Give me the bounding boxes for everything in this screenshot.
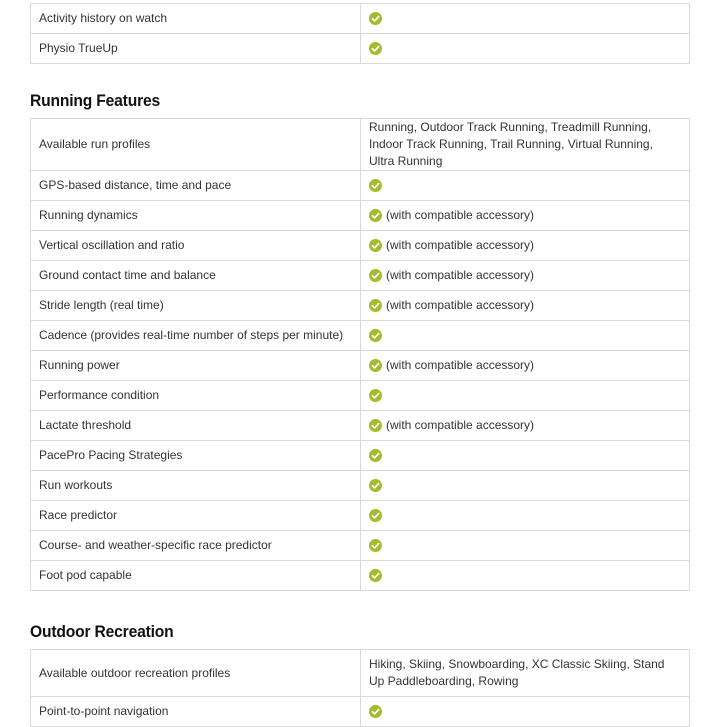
feature-value-content bbox=[369, 329, 681, 342]
table-row bbox=[31, 291, 690, 321]
feature-value bbox=[361, 471, 690, 501]
check-circle-icon bbox=[369, 389, 382, 402]
check-circle-icon bbox=[369, 299, 382, 312]
feature-label: Stride length (real time) bbox=[31, 291, 361, 321]
table-row bbox=[31, 119, 690, 171]
table-row bbox=[31, 441, 690, 471]
feature-value bbox=[361, 321, 690, 351]
feature-value bbox=[361, 531, 690, 561]
feature-value bbox=[361, 291, 690, 321]
table-row bbox=[31, 471, 690, 501]
feature-label: Activity history on watch bbox=[31, 4, 361, 34]
feature-note: (with compatible accessory) bbox=[386, 298, 535, 312]
table-row bbox=[31, 381, 690, 411]
feature-value bbox=[361, 34, 690, 64]
check-circle-icon bbox=[369, 12, 382, 25]
table-row bbox=[31, 4, 690, 34]
running-features-table bbox=[30, 118, 690, 591]
feature-label: Race predictor bbox=[31, 501, 361, 531]
feature-label: GPS-based distance, time and pace bbox=[31, 171, 361, 201]
check-circle-icon bbox=[369, 449, 382, 462]
outdoor-recreation-table bbox=[30, 649, 690, 727]
feature-value-content bbox=[369, 509, 681, 522]
table-row bbox=[31, 171, 690, 201]
top-spec-table-body bbox=[31, 4, 690, 64]
feature-value-text: Hiking, Skiing, Snowboarding, XC Classic Skiing, Stand Up Paddleboarding, Rowing bbox=[369, 657, 665, 688]
check-circle-icon bbox=[369, 329, 382, 342]
feature-label: Running power bbox=[31, 351, 361, 381]
check-circle-icon bbox=[369, 479, 382, 492]
feature-note: (with compatible accessory) bbox=[386, 268, 535, 282]
feature-label: Lactate threshold bbox=[31, 411, 361, 441]
feature-label: Available outdoor recreation profiles bbox=[31, 650, 361, 697]
feature-note: (with compatible accessory) bbox=[386, 238, 535, 252]
table-row bbox=[31, 411, 690, 441]
feature-label: Running dynamics bbox=[31, 201, 361, 231]
table-row bbox=[31, 231, 690, 261]
running-features-heading: Running Features bbox=[30, 91, 161, 110]
feature-value bbox=[361, 650, 690, 697]
feature-label: Run workouts bbox=[31, 471, 361, 501]
table-row bbox=[31, 321, 690, 351]
feature-value bbox=[361, 501, 690, 531]
table-row bbox=[31, 201, 690, 231]
feature-label: Vertical oscillation and ratio bbox=[31, 231, 361, 261]
feature-value-text: Running, Outdoor Track Running, Treadmill Running, Indoor Track Running, Trail Running, Virtual Running, Ultra Running bbox=[369, 120, 653, 168]
check-circle-icon bbox=[369, 179, 382, 192]
feature-label: Performance condition bbox=[31, 381, 361, 411]
check-circle-icon bbox=[369, 705, 382, 718]
feature-label: Cadence (provides real-time number of steps per minute) bbox=[31, 321, 361, 351]
check-circle-icon bbox=[369, 359, 382, 372]
feature-value-content bbox=[369, 237, 681, 254]
check-circle-icon bbox=[369, 42, 382, 55]
check-circle-icon bbox=[369, 569, 382, 582]
feature-note: (with compatible accessory) bbox=[386, 418, 535, 432]
check-circle-icon bbox=[369, 239, 382, 252]
table-row bbox=[31, 561, 690, 591]
feature-value bbox=[361, 4, 690, 34]
feature-value bbox=[361, 351, 690, 381]
feature-value bbox=[361, 231, 690, 261]
feature-value-content bbox=[369, 297, 681, 314]
running-features-table-body bbox=[31, 119, 690, 591]
feature-value bbox=[361, 201, 690, 231]
feature-value bbox=[361, 561, 690, 591]
outdoor-recreation-heading: Outdoor Recreation bbox=[30, 622, 174, 641]
check-circle-icon bbox=[369, 509, 382, 522]
table-row bbox=[31, 351, 690, 381]
feature-value-content bbox=[369, 479, 681, 492]
feature-value-content bbox=[369, 119, 681, 170]
top-spec-table bbox=[30, 3, 690, 64]
feature-value-content bbox=[369, 267, 681, 284]
feature-value-content bbox=[369, 42, 681, 55]
feature-value-content bbox=[369, 656, 681, 690]
feature-label: Point-to-point navigation bbox=[31, 697, 361, 727]
feature-value-content bbox=[369, 389, 681, 402]
feature-value-content bbox=[369, 12, 681, 25]
feature-value bbox=[361, 697, 690, 727]
check-circle-icon bbox=[369, 539, 382, 552]
feature-label: Available run profiles bbox=[31, 119, 361, 171]
table-row bbox=[31, 697, 690, 727]
table-row bbox=[31, 34, 690, 64]
feature-value bbox=[361, 441, 690, 471]
feature-value-content bbox=[369, 705, 681, 718]
feature-label: Physio TrueUp bbox=[31, 34, 361, 64]
feature-value bbox=[361, 171, 690, 201]
check-circle-icon bbox=[369, 209, 382, 222]
feature-label: Course- and weather-specific race predictor bbox=[31, 531, 361, 561]
feature-value-content bbox=[369, 417, 681, 434]
feature-value bbox=[361, 261, 690, 291]
feature-value-content bbox=[369, 357, 681, 374]
feature-value-content bbox=[369, 449, 681, 462]
table-row bbox=[31, 261, 690, 291]
feature-value bbox=[361, 381, 690, 411]
check-circle-icon bbox=[369, 269, 382, 282]
feature-value-content bbox=[369, 207, 681, 224]
feature-value-content bbox=[369, 569, 681, 582]
feature-value-content bbox=[369, 539, 681, 552]
feature-note: (with compatible accessory) bbox=[386, 208, 535, 222]
table-row bbox=[31, 650, 690, 697]
feature-note: (with compatible accessory) bbox=[386, 358, 535, 372]
feature-label: PacePro Pacing Strategies bbox=[31, 441, 361, 471]
feature-label: Ground contact time and balance bbox=[31, 261, 361, 291]
table-row bbox=[31, 501, 690, 531]
feature-value-content bbox=[369, 179, 681, 192]
table-row bbox=[31, 531, 690, 561]
outdoor-recreation-table-body bbox=[31, 650, 690, 727]
feature-label: Foot pod capable bbox=[31, 561, 361, 591]
feature-value bbox=[361, 119, 690, 171]
check-circle-icon bbox=[369, 419, 382, 432]
feature-value bbox=[361, 411, 690, 441]
